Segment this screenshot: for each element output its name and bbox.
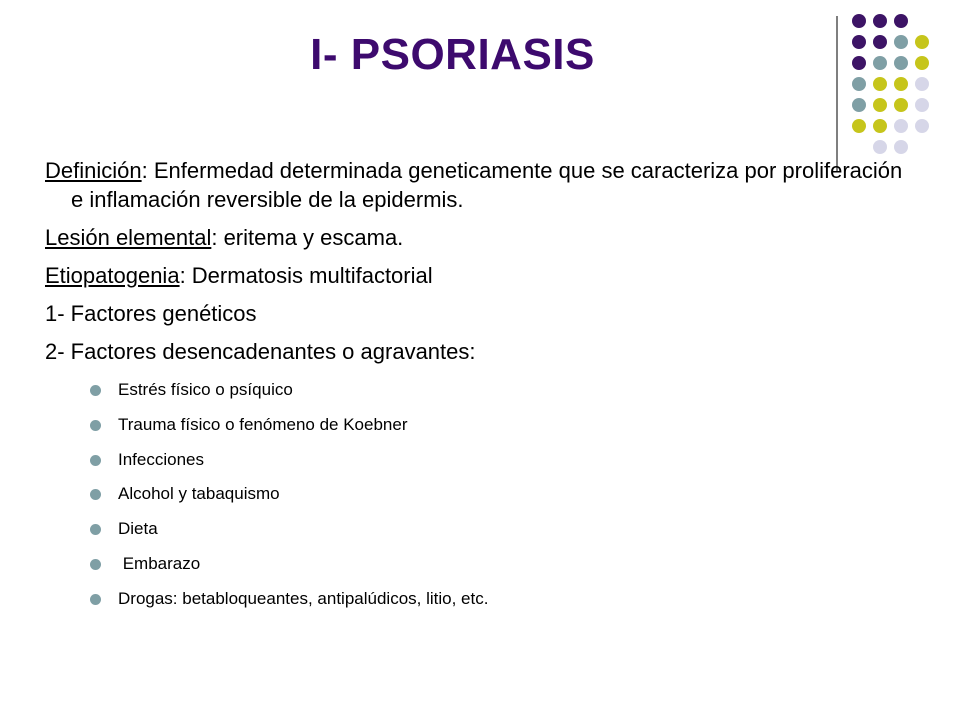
factor-triggers: 2- Factores desencadenantes o agravantes:	[45, 339, 476, 364]
decorative-dot	[852, 56, 866, 70]
bullet-icon	[90, 594, 101, 605]
list-item	[90, 516, 488, 551]
bullet-icon	[90, 385, 101, 396]
list-item	[90, 377, 488, 412]
list-item-text: Drogas: betabloqueantes, antipalúdicos, litio, etc.	[118, 588, 489, 608]
decorative-dot	[852, 14, 866, 28]
list-item	[90, 481, 488, 516]
list-item	[90, 412, 488, 447]
list-item-text: Infecciones	[118, 449, 204, 469]
decorative-dot	[894, 98, 908, 112]
list-item-text: Dieta	[118, 519, 158, 539]
list-item	[90, 586, 488, 621]
list-item-text: Alcohol y tabaquismo	[118, 484, 280, 504]
decorative-dot	[915, 119, 929, 133]
list-item	[90, 551, 488, 586]
lesion-text: : eritema y escama.	[211, 225, 404, 250]
list-item-text: Embarazo	[118, 553, 201, 573]
decorative-dot	[852, 119, 866, 133]
decorative-dot	[915, 35, 929, 49]
decorative-dot	[873, 35, 887, 49]
decorative-dot	[873, 77, 887, 91]
decorative-dot	[915, 56, 929, 70]
lesion-term: Lesión elemental	[45, 225, 212, 250]
decorative-dot	[852, 77, 866, 91]
list-item-text: Trauma físico o fenómeno de Koebner	[118, 414, 408, 434]
factor-genetic: 1- Factores genéticos	[45, 301, 257, 326]
decorative-dot	[873, 56, 887, 70]
decorative-dot	[894, 14, 908, 28]
etiopatogenia-paragraph	[45, 261, 905, 290]
lesion-paragraph	[45, 223, 905, 252]
etiopatogenia-text: : Dermatosis multifactorial	[179, 263, 433, 288]
decorative-dot	[873, 14, 887, 28]
slide-body	[45, 156, 905, 375]
decorative-dot	[852, 35, 866, 49]
decorative-dot	[873, 98, 887, 112]
bullet-icon	[90, 524, 101, 535]
decorative-dot	[894, 77, 908, 91]
decorative-dot	[873, 119, 887, 133]
trigger-list	[90, 377, 488, 621]
definition-paragraph	[45, 156, 905, 214]
bullet-icon	[90, 489, 101, 500]
bullet-icon	[90, 455, 101, 466]
bullet-icon	[90, 420, 101, 431]
decorative-dot	[915, 77, 929, 91]
list-item-text: Estrés físico o psíquico	[118, 380, 293, 399]
decorative-dot	[852, 98, 866, 112]
decorative-dot	[894, 140, 908, 154]
decorative-dot	[915, 98, 929, 112]
decorative-dot	[894, 56, 908, 70]
bullet-icon	[90, 559, 101, 570]
definition-term: Definición	[45, 158, 142, 183]
decorative-divider	[836, 16, 838, 172]
etiopatogenia-term: Etiopatogenia	[45, 263, 180, 288]
decorative-dot	[894, 119, 908, 133]
page-title: I- PSORIASIS	[310, 30, 595, 79]
definition-text: : Enfermedad determinada geneticamente que se caracteriza por proliferación e inflamación reversible de la epidermis.	[71, 158, 903, 212]
decorative-dot	[894, 35, 908, 49]
decorative-dot	[873, 140, 887, 154]
list-item	[90, 447, 488, 482]
